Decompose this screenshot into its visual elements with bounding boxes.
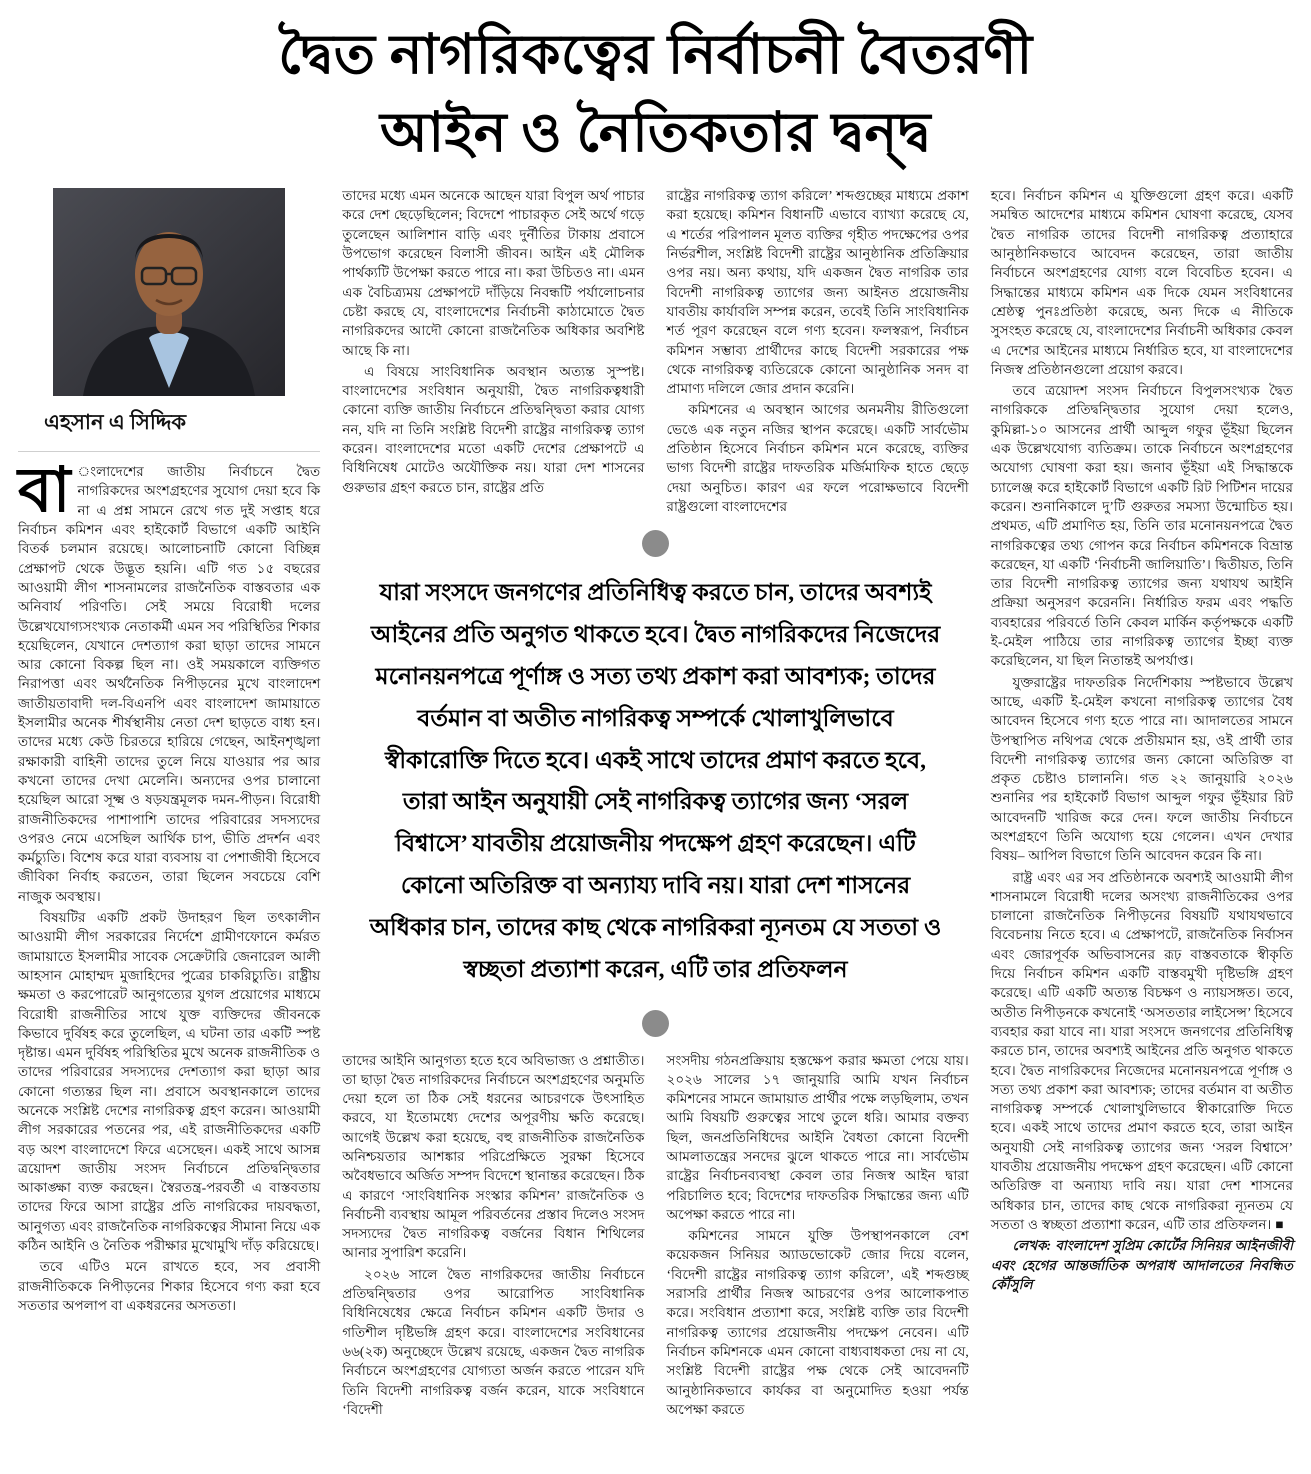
drop-cap: বা bbox=[18, 457, 71, 526]
body-paragraph: বিষয়টির একটি প্রকট উদাহরণ ছিল তৎকালীন আওয়ামী লীগ সরকারের নির্দেশে গ্রামীণফোনে কর্মরত জামায়াতে ইসলামীর সাবেক সেক্রেটারি জেনারেল আলী আহসান মোহাম্মদ মুজাহিদের পুত্রের চাকরিচ্যুতি। রাষ্ট্রীয় ক্ষমতা ও করপোরেট আনুগত্যের যুগল প্রয়োগের মাধ্যমে বিরোধী রাজনীতির সাথে যুক্ত ব্যক্তিদের জীবনকে কিভাবে দুর্বিষহ করে তুলেছিল, এ ঘটনা তার একটি স্পষ্ট দৃষ্টান্ত। এমন দুর্বিষহ পরিস্থিতির মুখে অনেক রাজনীতিক ও তাদের পরিবারের সদস্যদের দেশত্যাগ করা ছাড়া আর কোনো গত্যন্তর ছিল না। প্রবাসে অবস্থানকালে তাদের অনেকে সংশ্লিষ্ট দেশের নাগরিকত্ব গ্রহণ করেন। আওয়ামী লীগ সরকারের পতনের পর, এই রাজনীতিকদের একটি বড় অংশ বাংলাদেশে ফিরে এসেছেন। একই সাথে আসন্ন ত্রয়োদশ জাতীয় সংসদ নির্বাচনে প্রতিদ্বন্দ্বিতার আকাঙ্ক্ষা ব্যক্ত করছেন। স্বৈরতন্ত্র-পরবর্তী এ বাস্তবতায় তাদের ফিরে আসা রাষ্ট্রের প্রতি নাগরিকের দায়বদ্ধতা, আনুগত্য এবং রাজনৈতিক নাগরিকত্বের সীমানা নিয়ে এক কঠিন আইনি ও নৈতিক পরীক্ষার মুখোমুখি দাঁড় করিয়েছে। bbox=[18, 910, 321, 1254]
quote-separator-dot-top bbox=[642, 530, 669, 557]
body-paragraph: ২০২৬ সালে দ্বৈত নাগরিকদের জাতীয় নির্বাচনে প্রতিদ্বন্দ্বিতার ওপর আরোপিত সাংবিধানিক বিধিনিষেধের ক্ষেত্রে নির্বাচন কমিশন একটি উদার ও গতিশীল দৃষ্টিভঙ্গি গ্রহণ করে। বাংলাদেশের সংবিধানের ৬৬(২ক) অনুচ্ছেদে উল্লেখ রয়েছে, একজন দ্বৈত নাগরিক নির্বাচনে অংশগ্রহণের যোগ্যতা অর্জন করতে পারেন যদি তিনি বিদেশী নাগরিকত্ব বর্জন করেন, যাকে সংবিধানে ‘বিদেশী bbox=[342, 1266, 645, 1417]
article-body bbox=[18, 186, 1293, 1421]
pull-quote: যারা সংসদে জনগণের প্রতিনিধিত্ব করতে চান, তাদের অবশ্যই আইনের প্রতি অনুগত থাকতে হবে। দ্বৈত নাগরিকদের নিজেদের মনোনয়নপত্রে পূর্ণাঙ্গ ও সত্য তথ্য প্রকাশ করা আবশ্যক; তাদের বর্তমান বা অতীত নাগরিকত্ব সম্পর্কে খোলাখুলিভাবে স্বীকারোক্তি দিতে হবে। একই সাথে তাদের প্রমাণ করতে হবে, তারা আইন অনুযায়ী সেই নাগরিকত্ব ত্যাগের জন্য ‘সরল বিশ্বাসে’ যাবতীয় প্রয়োজনীয় পদক্ষেপ গ্রহণ করেছেন। এটি কোনো অতিরিক্ত বা অন্যায্য দাবি নয়। যারা দেশ শাসনের অধিকার চান, তাদের কাছ থেকে নাগরিকরা ন্যূনতম যে সততা ও স্বচ্ছতা প্রত্যাশা করেন, এটি তার প্রতিফলন bbox=[369, 580, 942, 983]
author-photo-graphic bbox=[53, 188, 285, 396]
body-paragraph: রাষ্ট্রের নাগরিকত্ব ত্যাগ করিলে’ শব্দগুচ্ছের মাধ্যমে প্রকাশ করা হয়েছে। কমিশন বিধানটি এভাবে ব্যাখ্যা করেছে যে, এ শর্তের পরিপালন মূলত ব্যক্তির গৃহীত পদক্ষেপের ওপর নির্ভরশীল, সংশ্লিষ্ট বিদেশী রাষ্ট্রের আনুষ্ঠানিক প্রতিক্রিয়ার ওপর নয়। অন্য কথায়, যদি একজন দ্বৈত নাগরিক তার বিদেশী নাগরিকত্ব ত্যাগের জন্য আইনত প্রয়োজনীয় যাবতীয় কার্যাবলি সম্পন্ন করেন, তবেই তিনি সাংবিধানিক শর্ত পূরণ করেছেন বলে গণ্য হবেন। ফলস্বরূপ, নির্বাচন কমিশন সম্ভাব্য প্রার্থীদের কাছে বিদেশী সরকারের পক্ষ থেকে নাগরিকত্ব ব্যতিরেকে কোনো আনুষ্ঠানিক সনদ বা প্রামাণ্য দলিলে জোর প্রদান করেনি। bbox=[666, 188, 969, 397]
body-paragraph: রাষ্ট্র এবং এর সব প্রতিষ্ঠানকে অবশ্যই আওয়ামী লীগ শাসনামলে বিরোধী দলের অসংখ্য রাজনীতিকের ওপর চালানো রাজনৈতিক নিপীড়নের বিষয়টি যথাযথভাবে বিবেচনায় নিতে হবে। এ প্রেক্ষাপটে, রাজনৈতিক নির্বাসন এবং জোরপূর্বক অভিবাসনের রূঢ় বাস্তবতাকে স্বীকৃতি দিয়ে নির্বাচন কমিশন একটি বাস্তবমুখী দৃষ্টিভঙ্গি গ্রহণ করেছে। এটি একটি অত্যন্ত বিচক্ষণ ও ন্যায়সঙ্গত। তবে, অতীত নিপীড়নকে কখনোই ‘অসততার লাইসেন্স’ হিসেবে ব্যবহার করা যাবে না। যারা সংসদে জনগণের প্রতিনিধিত্ব করতে চান, তাদের অবশ্যই আইনের প্রতি অনুগত থাকতে হবে। দ্বৈত নাগরিকদের নিজেদের মনোনয়নপত্রে পূর্ণাঙ্গ ও সত্য তথ্য প্রকাশ করা আবশ্যক; তাদের বর্তমান বা অতীত নাগরিকত্ব সম্পর্কে খোলাখুলিভাবে স্বীকারোক্তি দিতে হবে। একই সাথে তাদের প্রমাণ করতে হবে, তারা আইন অনুযায়ী সেই নাগরিকত্ব ত্যাগের জন্য ‘সরল বিশ্বাসে’ যাবতীয় প্রয়োজনীয় পদক্ষেপ গ্রহণ করেছেন। এটি কোনো অতিরিক্ত বা অন্যায্য দাবি নয়। যারা দেশ শাসনের অধিকার চান, তাদের কাছ থেকে নাগরিকরা ন্যূনতম যে সততা ও স্বচ্ছতা প্রত্যাশা করেন, এটি তার প্রতিফলন। ■ bbox=[990, 869, 1293, 1232]
body-paragraph: এ বিষয়ে সাংবিধানিক অবস্থান অত্যন্ত সুস্পষ্ট। বাংলাদেশের সংবিধান অনুযায়ী, দ্বৈত নাগরিকত্বধারী কোনো ব্যক্তি জাতীয় নির্বাচনে প্রতিদ্বন্দ্বিতা করার যোগ্য নন, যদি না তিনি সংশ্লিষ্ট বিদেশী রাষ্ট্রের নাগরিকত্ব ত্যাগ করেন। বাংলাদেশের মতো একটি দেশের প্রেক্ষাপটে এ বিধিনিষেধ মোটেও অযৌক্তিক নয়। যারা দেশ শাসনের গুরুভার গ্রহণ করতে চান, রাষ্ট্রের প্রতি bbox=[342, 363, 645, 495]
column-2-top bbox=[342, 186, 644, 499]
body-paragraph: তাদের মধ্যে এমন অনেকে আছেন যারা বিপুল অর্থ পাচার করে দেশ ছেড়েছিলেন; বিদেশে পাচারকৃত সেই অর্থে গড়ে তুলেছেন আলিশান বাড়ি এবং দুর্নীতির টাকায় প্রবাসে উপভোগ করেছেন বিলাসী জীবন। আইন এই মৌলিক পার্থক্যটি উপেক্ষা করতে পারে না। করা উচিতও না। এমন এক বৈচিত্র্যময় প্রেক্ষাপটে দাঁড়িয়ে নিবন্ধটি পর্যালোচনার চেষ্টা করছে যে, বাংলাদেশের নির্বাচনী কাঠামোতে দ্বৈত নাগরিকদের আদৌ কোনো রাজনৈতিক অধিকার অবশিষ্ট আছে কি না। bbox=[342, 188, 645, 358]
author-name: এহসান এ সিদ্দিক bbox=[18, 406, 320, 452]
column-3-bottom bbox=[667, 1051, 969, 1422]
body-paragraph: কমিশনের এ অবস্থান আগের অনমনীয় রীতিগুলো ভেঙে এক নতুন নজির স্থাপন করেছে। একটি সার্বভৌম প্রতিষ্ঠান হিসেবে নির্বাচন কমিশন মনে করেছে, ব্যক্তির ভাগ্য বিদেশী রাষ্ট্রের দাফতরিক মর্জিমাফিক হাতে ছেড়ে দেয়া অনুচিত। কারণ এর ফলে পরোক্ষভাবে বিদেশী রাষ্ট্রগুলো বাংলাদেশের bbox=[666, 402, 969, 514]
column-1 bbox=[18, 186, 320, 1317]
quote-separator-dot-bottom bbox=[642, 1010, 669, 1037]
body-paragraph: যুক্তরাষ্ট্রের দাফতরিক নির্দেশিকায় স্পষ্টভাবে উল্লেখ আছে, একটি ই-মেইল কখনো নাগরিকত্ব ত্যাগের বৈধ আবেদন হিসেবে গণ্য হতে পারে না। আদালতের সামনে উপস্থাপিত নথিপত্র থেকে প্রতীয়মান হয়, ওই প্রার্থী তার বিদেশী নাগরিকত্ব ত্যাগের জন্য কোনো অতিরিক্ত বা প্রকৃত চেষ্টাও চালাননি। গত ২২ জানুয়ারি ২০২৬ শুনানির পর হাইকোর্ট বিভাগ আব্দুল গফুর ভূঁইয়ার রিট আবেদনটি খারিজ করে দেন। ফলে জাতীয় নির্বাচনে অংশগ্রহণে তিনি অযোগ্য হয়ে গেলেন। এখন দেখার বিষয়– আপিল বিভাগে তিনি আবেদন করেন কি না। bbox=[990, 674, 1293, 864]
body-paragraph: কমিশনের সামনে যুক্তি উপস্থাপনকালে বেশ কয়েকজন সিনিয়র অ্যাডভোকেট জোর দিয়ে বলেন, ‘বিদেশী রাষ্ট্রের নাগরিকত্ব ত্যাগ করিলে’, এই শব্দগুচ্ছ সরাসরি প্রার্থীর নিজস্ব আচরণের ওপর আলোকপাত করে। সংবিধান প্রত্যাশা করে, সংশ্লিষ্ট ব্যক্তি তার বিদেশী নাগরিকত্ব ত্যাগের প্রয়োজনীয় পদক্ষেপ নেবেন। এটি নির্বাচন কমিশনকে এমন কোনো বাধ্যবাধকতা দেয় না যে, সংশ্লিষ্ট বিদেশী রাষ্ট্রের পক্ষ থেকে সেই আবেদনটি আনুষ্ঠানিকভাবে কার্যকর বা অনুমোদিত হওয়া পর্যন্ত অপেক্ষা করতে bbox=[666, 1228, 969, 1417]
body-paragraph: সংসদীয় গঠনপ্রক্রিয়ায় হস্তক্ষেপ করার ক্ষমতা পেয়ে যায়। ২০২৬ সালের ১৭ জানুয়ারি আমি যখন নির্বাচন কমিশনের সামনে জামায়াত প্রার্থীর পক্ষে লড়ছিলাম, তখন আমি বিষয়টি গুরুত্বের সাথে তুলে ধরি। আমার বক্তব্য ছিল, জনপ্রতিনিধিদের আইনি বৈধতা কোনো বিদেশী আমলাতন্ত্রের সনদের ঝুলে থাকতে পারে না। সার্বভৌম রাষ্ট্রের নির্বাচনব্যবস্থা কেবল তার নিজস্ব আইন দ্বারা পরিচালিত হবে; বিদেশের দাফতরিক সিদ্ধান্তের জন্য এটি অপেক্ষা করতে পারে না। bbox=[666, 1052, 969, 1222]
author-photo bbox=[53, 188, 285, 396]
body-paragraph: তবে ত্রয়োদশ সংসদ নির্বাচনে বিপুলসংখ্যক দ্বৈত নাগরিককে প্রতিদ্বন্দ্বিতার সুযোগ দেয়া হলেও, কুমিল্লা-১০ আসনের প্রার্থী আব্দুল গফুর ভূঁইয়া ছিলেন এক উল্লেখযোগ্য ব্যতিক্রম। তাকে নির্বাচনে অংশগ্রহণের অযোগ্য ঘোষণা করা হয়। জনাব ভূঁইয়া এই সিদ্ধান্তকে চ্যালেঞ্জ করে হাইকোর্ট বিভাগে একটি রিট পিটিশন দায়ের করেন। শুনানিকালে দু’টি গুরুতর সমস্যা উন্মোচিত হয়। প্রথমত, এটি প্রমাণিত হয়, তিনি তার মনোনয়নপত্রে দ্বৈত নাগরিকত্বের তথ্য গোপন করে নির্বাচন কমিশনকে বিভ্রান্ত করেছেন, যা একটি ‘নির্বাচনী জালিয়াতি’। দ্বিতীয়ত, তিনি তার বিদেশী নাগরিকত্ব ত্যাগের জন্য যথাযথ আইনি প্রক্রিয়া অনুসরণ করেননি। নির্ধারিত ফরম এবং পদ্ধতি ব্যবহারের পরিবর্তে তিনি কেবল মার্কিন কর্তৃপক্ষকে একটি ই-মেইল পাঠিয়ে তার নাগরিকত্ব ত্যাগের ইচ্ছা ব্যক্ত করেছিলেন, যা ছিল নিতান্তই অপর্যাপ্ত। bbox=[990, 383, 1293, 669]
body-paragraph: তাদের আইনি আনুগত্য হতে হবে অবিভাজ্য ও প্রশ্নাতীত। তা ছাড়া দ্বৈত নাগরিকদের নির্বাচনে অংশগ্রহণের অনুমতি দেয়া হলে তা ঠিক সেই ধরনের আচরণকে উৎসাহিত করবে, যা ইতোমধ্যে দেশের অপূরণীয় ক্ষতি করেছে। আগেই উল্লেখ করা হয়েছে, বহু রাজনীতিক রাজনৈতিক অনিশ্চয়তার আশঙ্কার পরিপ্রেক্ষিতে সুরক্ষা হিসেবে অবৈধভাবে অর্জিত সম্পদ বিদেশে স্থানান্তর করেছেন। ঠিক এ কারণে ‘সাংবিধানিক সংস্কার কমিশন’ রাজনৈতিক ও নির্বাচনী ব্যবস্থায় আমূল পরিবর্তনের প্রস্তাব দিলেও সংসদ সদস্যদের দ্বৈত নাগরিকত্ব বর্জনের বিধান শিথিলের আনার সুপারিশ করেনি। bbox=[342, 1052, 645, 1261]
column-3-top bbox=[667, 186, 969, 518]
headline-line-1: দ্বৈত নাগরিকত্বের নির্বাচনী বৈতরণী bbox=[278, 24, 1033, 85]
body-paragraph: তবে এটিও মনে রাখতে হবে, সব প্রবাসী রাজনীতিককে নিপীড়নের শিকার হিসেবে গণ্য করা হবে সততার অপলাপ বা একধরনের অসততা। bbox=[18, 1259, 321, 1313]
column-2-bottom bbox=[342, 1051, 644, 1422]
author-credit: লেখক: বাংলাদেশ সুপ্রিম কোর্টের সিনিয়র আইনজীবী এবং হেগের আন্তর্জাতিক অপরাধ আদালতের নিবন্ধিত কৌঁসুলি bbox=[990, 1238, 1293, 1292]
column-4 bbox=[991, 186, 1293, 1296]
body-paragraph: বা ংলাদেশের জাতীয় নির্বাচনে দ্বৈত নাগরিকদের অংশগ্রহণের সুযোগ দেয়া হবে কি না এ প্রশ্ন সামনে রেখে গত দুই সপ্তাহ ধরে নির্বাচন কমিশন এবং হাইকোর্ট বিভাগে একটি আইনি বিতর্ক চলমান রয়েছে। আলোচনাটি কোনো বিচ্ছিন্ন প্রেক্ষাপট থেকে উদ্ভূত হয়নি। এটি গত ১৫ বছরের আওয়ামী লীগ শাসনামলের রাজনৈতিক বাস্তবতার এক অনিবার্য পরিণতি। সেই সময়ে বিরোধী দলের উল্লেখযোগ্যসংখ্যক নেতাকর্মী এমন সব পরিস্থিতির শিকার হয়েছিলেন, যেখানে দেশত্যাগ করা ছাড়া তাদের সামনে আর কোনো বিকল্প ছিল না। ওই সময়কালে ব্যক্তিগত নিরাপত্তা এবং অর্থনৈতিক নিপীড়নের মুখে বাংলাদেশ জাতীয়তাবাদী দল-বিএনপি এবং বাংলাদেশ জামায়াতে ইসলামীর অনেক শীর্ষস্থানীয় নেতা দেশ ছাড়তে বাধ্য হন। তাদের মধ্যে কেউ চিরতরে হারিয়ে গেছেন, আইনশৃঙ্খলা রক্ষাকারী বাহিনী তাদের তুলে নিয়ে যাওয়ার পর আর কখনো তাদের দেখা মেলেনি। অন্যদের ওপর চালানো হয়েছিল আরো সূক্ষ্ম ও ষড়যন্ত্রমূলক দমন-পীড়ন। বিরোধী রাজনীতিকদের পাশাপাশি তাদের পরিবারের সদস্যদের ওপরও নেমে এসেছিল আর্থিক চাপ, ভীতি প্রদর্শন এবং কর্মচ্যুতি। বিশেষ করে যারা ব্যবসায় বা পেশাজীবী হিসেবে জীবিকা নির্বাহ করতেন, তারা ছিলেন সবচেয়ে বেশি নাজুক অবস্থায়। bbox=[18, 457, 321, 904]
headline-line-2: আইন ও নৈতিকতার দ্বন্দ্ব bbox=[379, 102, 932, 164]
body-paragraph: হবে। নির্বাচন কমিশন এ যুক্তিগুলো গ্রহণ করে। একটি সমন্বিত আদেশের মাধ্যমে কমিশন ঘোষণা করেছে, যেসব দ্বৈত নাগরিক তাদের বিদেশী নাগরিকত্ব প্রত্যাহারে আনুষ্ঠানিকভাবে আবেদন করেছেন, তারা জাতীয় নির্বাচনে অংশগ্রহণের যোগ্য বলে বিবেচিত হবেন। এ সিদ্ধান্তের মাধ্যমে কমিশন এক দিকে যেমন সংবিধানের শ্রেষ্ঠত্ব পুনঃপ্রতিষ্ঠা করেছে, অন্য দিকে এ নীতিকে সুসংহত করেছে যে, বাংলাদেশের নির্বাচনী অধিকার কেবল এ দেশের আইনের মাধ্যমে নির্ধারিত হবে, যা বাংলাদেশের নিজস্ব প্রতিষ্ঠানগুলো প্রয়োগ করবে। bbox=[990, 188, 1293, 377]
article-headline bbox=[18, 16, 1293, 172]
pull-quote-block bbox=[342, 518, 969, 1050]
